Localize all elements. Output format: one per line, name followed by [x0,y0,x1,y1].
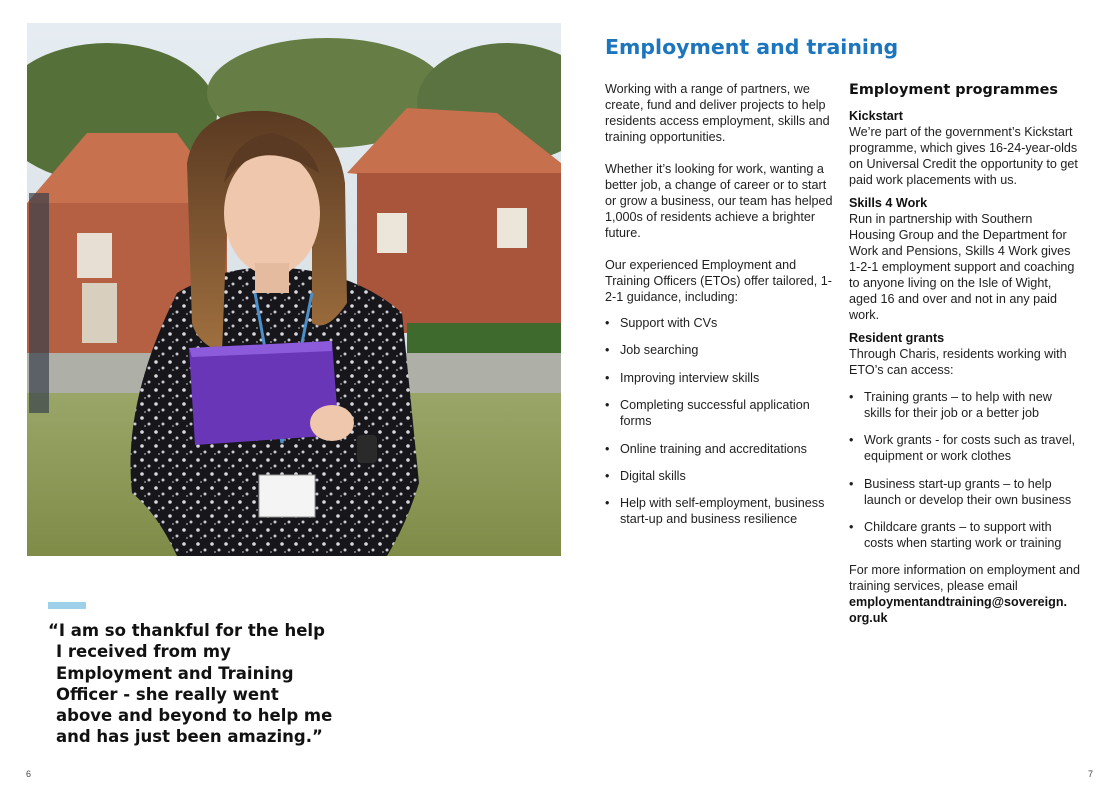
intro-paragraph: Whether it’s looking for work, wanting a better job, a change of career or to start or grow a business, our team has helped 1,000s of residents achieve a brighter future. [605,162,833,240]
list-item [849,519,1081,551]
page-title: Employment and training [605,35,899,59]
programmes-column [849,81,1081,626]
bullet: • [605,316,610,330]
list-item-text: Help with self-employment, business start-up and business resilience [620,496,825,527]
section-text: We’re part of the government’s Kickstart programme, which gives 16-24-year-olds on Universal Credit the opportunity to get paid work placements with us. [849,125,1078,187]
programmes-heading: Employment programmes [849,82,1058,98]
list-item [849,389,1081,421]
section-text: Through Charis, residents working with ETO’s can access: [849,347,1067,377]
list-item-text: Training grants – to help with new skills for their job or a better job [864,390,1052,420]
bullet: • [605,441,610,456]
quote-line: and has just been amazing.” [56,727,323,747]
list-item [605,468,835,484]
bullet: • [605,343,610,358]
more-info-text: For more information on employment and training services, please email [849,563,1080,594]
bullet: • [605,398,610,413]
list-item-text: Online training and accreditations [620,441,807,456]
list-item-text: Improving interview skills [620,370,760,385]
bullet: • [849,476,854,491]
photo-woman-with-clipboard [27,23,561,556]
list-item [849,476,1081,508]
quote-line: above and beyond to help me [56,706,333,726]
list-item-text: Childcare grants – to support with costs when starting work or training [864,520,1062,551]
bullet: • [849,433,854,448]
bullet: • [605,496,610,511]
list-item [605,495,835,527]
quote-accent-bar [48,602,86,609]
email-line[interactable]: employmentandtraining@sovereign. [849,595,1068,610]
list-item [605,315,835,331]
guidance-list [605,315,835,527]
resident-grants-section [849,330,1081,551]
list-item [605,342,835,358]
email-line[interactable]: org.uk [849,611,888,626]
list-item-text: Job searching [620,343,699,358]
bullet: • [605,370,610,385]
email-link[interactable] [849,594,1081,626]
testimonial-quote [48,620,338,748]
list-item-text: Business start-up grants – to help launch or develop their own business [864,476,1072,507]
list-item [605,397,835,429]
intro-paragraph: Our experienced Employment and Training Officers (ETOs) offer tailored, 1-2-1 guidance, including: [605,258,833,304]
intro-paragraph: Working with a range of partners, we create, fund and deliver projects to help residents access employment, skills and training opportunities. [605,82,830,144]
list-item-text: Support with CVs [620,316,718,330]
list-item-text: Work grants - for costs such as travel, equipment or work clothes [864,433,1076,464]
page-number-left: 6 [26,769,32,779]
section-title: Resident grants [849,331,945,345]
list-item [849,432,1081,464]
section-title: Kickstart [849,109,903,123]
quote-line: Officer - she really went [56,684,279,704]
section-title: Skills 4 Work [849,196,928,210]
page-number-right: 7 [1088,769,1094,779]
quote-line: Employment and Training [56,663,294,683]
bullet: • [605,468,610,483]
intro-column [605,81,835,527]
list-item-text: Digital skills [620,468,686,483]
kickstart-section [849,108,1081,188]
bullet: • [849,390,854,404]
bullet: • [849,520,854,535]
list-item [605,370,835,386]
grants-list [849,389,1081,551]
section-text: Run in partnership with Southern Housing Group and the Department for Work and Pensions, Skills 4 Work gives 1-2-1 employment support and coaching to anyone living on the Isle of Wight, aged 16 and over and not in any paid work. [849,212,1075,322]
skills4work-section [849,195,1081,323]
quote-line: “I am so thankful for the help [48,621,325,640]
list-item-text: Completing successful application forms [620,398,810,429]
list-item [605,441,835,457]
quote-line: I received from my [56,642,231,662]
